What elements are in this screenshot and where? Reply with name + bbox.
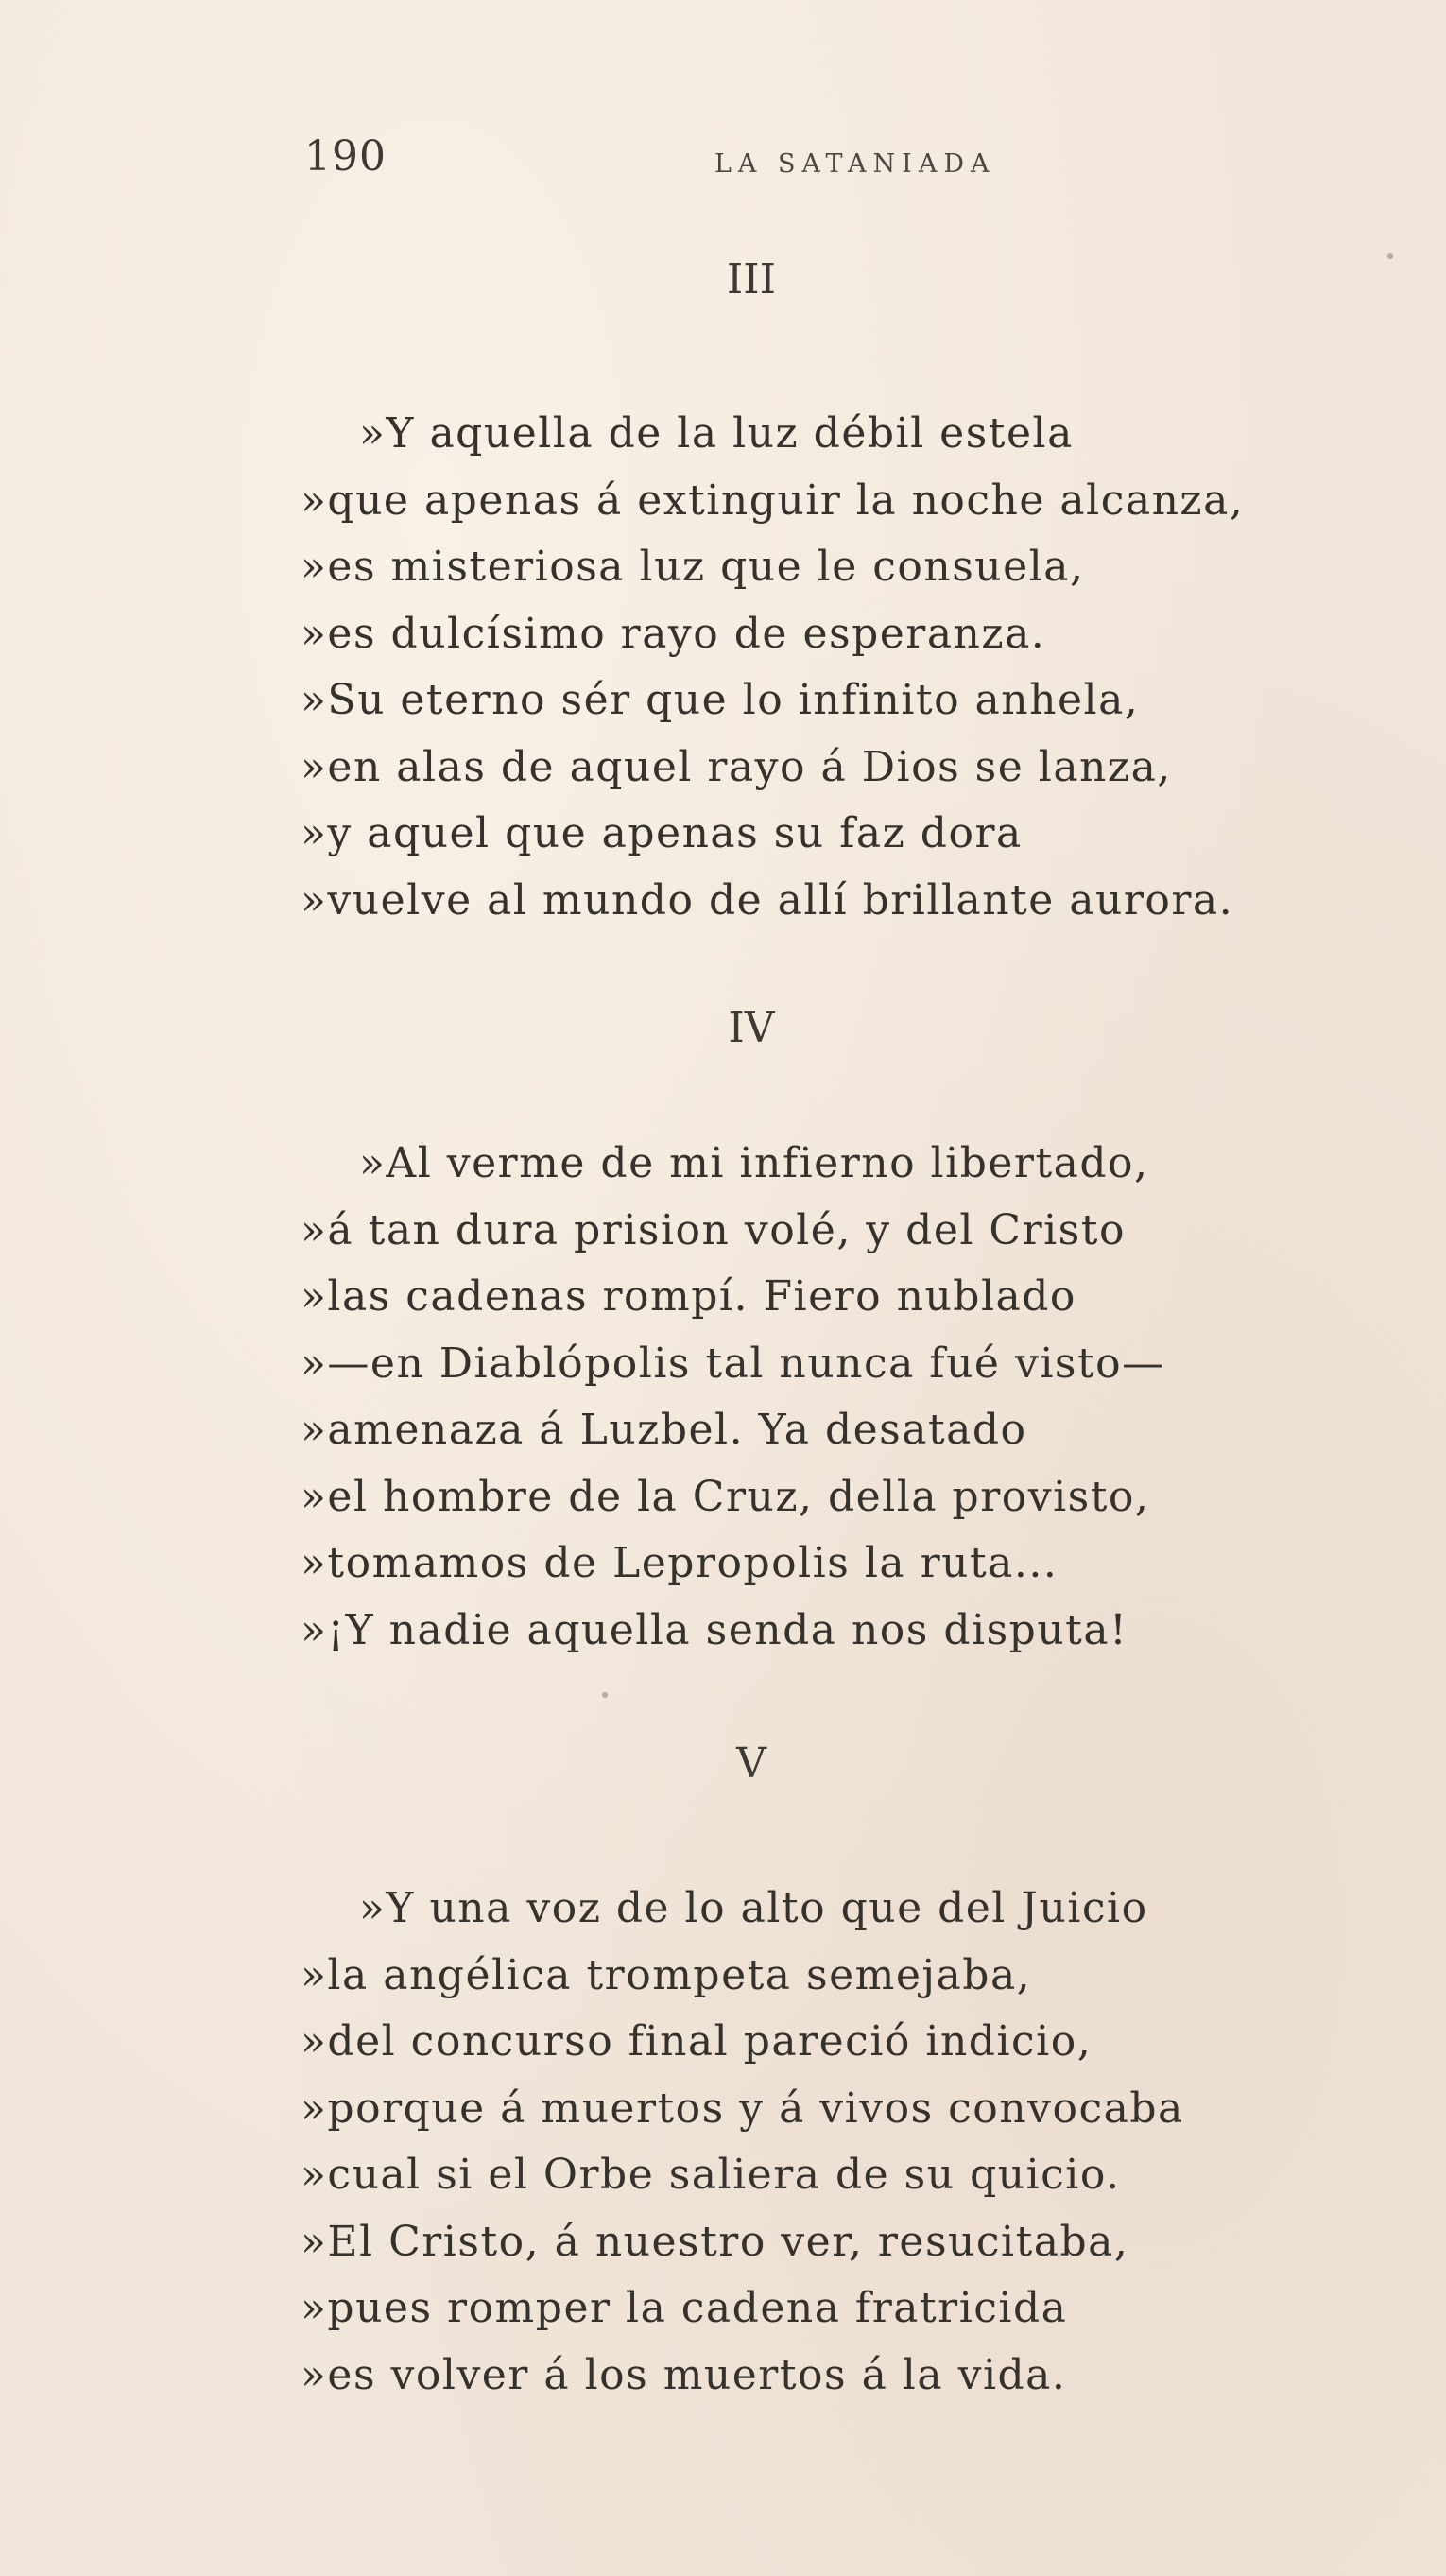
verse-line: »amenaza á Luzbel. Ya desatado (301, 1406, 1027, 1454)
verse-line: »porque á muertos y á vivos convocaba (301, 2083, 1184, 2133)
paper-speck (602, 1692, 608, 1698)
verse-line: »es dulcísimo rayo de esperanza. (301, 609, 1046, 658)
verse-line: »la angélica trompeta semejaba, (301, 1950, 1032, 1999)
verse-line: »—en Diablópolis tal nunca fué visto— (301, 1339, 1165, 1388)
verse-line: »es volver á los muertos á la vida. (301, 2350, 1067, 2399)
stanza-iv (301, 1131, 1165, 1664)
verse-line: »en alas de aquel rayo á Dios se lanza, (301, 742, 1172, 791)
verse-line: »Y aquella de la luz débil estela (359, 409, 1074, 458)
stanza-iii (301, 401, 1244, 934)
verse-line: »vuelve al mundo de allí brillante aurora. (301, 875, 1234, 925)
section-heading-iii: III (726, 255, 777, 303)
verse-line: »Al verme de mi infierno libertado, (359, 1139, 1149, 1187)
verse-line: »pues romper la cadena fratricida (301, 2284, 1068, 2332)
verse-line: »el hombre de la Cruz, della provisto, (301, 1472, 1150, 1521)
running-head (304, 132, 1155, 189)
verse-line: »que apenas á extinguir la noche alcanza, (301, 475, 1245, 525)
running-title: LA SATANIADA (714, 149, 996, 179)
verse-line: »Su eterno sér que lo infinito anhela, (301, 676, 1140, 724)
verse-line: »las cadenas rompí. Fiero nublado (301, 1272, 1076, 1321)
verse-line: »Y una voz de lo alto que del Juicio (359, 1884, 1148, 1932)
verse-line: »y aquel que apenas su faz dora (301, 809, 1023, 857)
verse-line: »cual si el Orbe saliera de su quicio. (301, 2151, 1121, 2199)
section-heading-iv: IV (728, 1004, 775, 1052)
page-number: 190 (304, 132, 387, 181)
verse-line: »del concurso final pareció indicio, (301, 2017, 1093, 2066)
verse-line: »El Cristo, á nuestro ver, resucitaba, (301, 2217, 1129, 2266)
section-heading-v: V (736, 1739, 766, 1788)
verse-line: »¡Y nadie aquella senda nos disputa! (301, 1605, 1128, 1654)
stanza-v (301, 1876, 1184, 2409)
verse-line: »á tan dura prision volé, y del Cristo (301, 1205, 1126, 1254)
verse-line: »tomamos de Lepropolis la ruta... (301, 1539, 1059, 1587)
paper-speck (1387, 253, 1393, 259)
verse-line: »es misteriosa luz que le consuela, (301, 543, 1085, 591)
